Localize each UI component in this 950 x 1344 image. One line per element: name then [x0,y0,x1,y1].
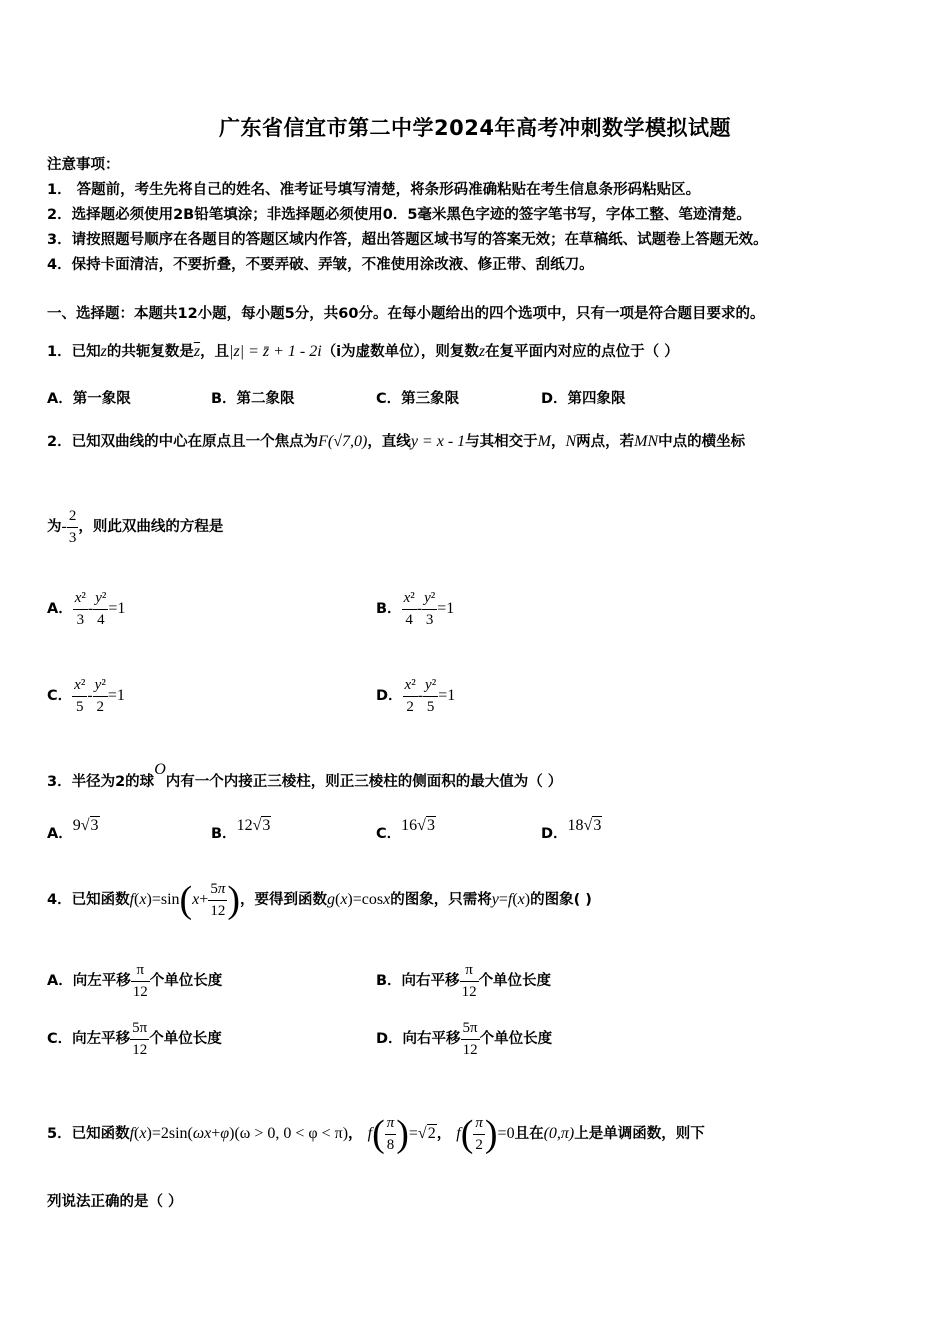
notice-item: 2．选择题必须使用2B铅笔填涂；非选择题必须使用0．5毫米黑色字迹的签字笔书写，字体工整、笔迹清楚。 [47,207,751,223]
notice-heading: 注意事项： [47,157,120,173]
page-title: 广东省信宜市第二中学2024年高考冲刺数学模拟试题 [219,116,731,140]
section-heading: 一、选择题：本题共12小题，每小题5分，共60分。在每小题给出的四个选项中，只有一项是符合题目要求的。 [47,306,765,322]
notice-item: 3．请按照题号顺序在各题目的答题区域内作答，超出答题区域书写的答案无效；在草稿纸、试题卷上答题无效。 [47,232,768,248]
notice-item: 1． 答题前，考生先将自己的姓名、准考证号填写清楚，将条形码准确粘贴在考生信息条形码粘贴区。 [47,182,701,198]
question-4: 4．已知函数f(x)=sin(x+ $\frac{5\pi}{12}$ )，要得到函数g(x)=cosx的图象，只需将y=f(x)的图象( ) [47,879,592,921]
option-b: B．第二象限 [211,391,295,407]
option-c: C．向左平移 $\frac{5\pi}{12}$ 个单位长度 [47,1020,222,1058]
option-d: D．第四象限 [541,391,626,407]
notice-item: 4．保持卡面清洁，不要折叠，不要弄破、弄皱，不准使用涂改液、修正带、刮纸刀。 [47,257,594,273]
option-d: D． $\frac{\text{x²}}{2}$ - $\frac{\text{y²}}{5}$ =1 [376,677,456,715]
option-b: B．向右平移 $\frac{\pi}{12}$ 个单位长度 [376,962,552,1000]
option-c: C．第三象限 [376,391,460,407]
option-c: C．16√3 [376,817,435,842]
question-3: 3．半径为2的球O内有一个内接正三棱柱，则正三棱柱的侧面积的最大值为（ ） [47,761,563,790]
option-a: A．第一象限 [47,391,131,407]
option-b: B． $\frac{\text{x²}}{4}$ - $\frac{\text{y²}}{3}$ =1 [376,590,455,628]
option-a: A．9√3 [47,817,99,842]
question-2: 2．已知双曲线的中心在原点且一个焦点为F(√7,0)，直线y = x - 1与其相交于M，N两点，若MN中点的横坐标 [47,433,746,450]
option-c: C． $\frac{\text{x²}}{5}$ - $\frac{\text{y²}}{2}$ =1 [47,677,125,715]
question-5: 5．已知函数f(x)=2sin(ωx+φ)(ω > 0, 0 < φ < π)， f( $\frac{\pi}{8}$ )=√2， f( $\frac{\pi}{2}$ )=0且在(0,π)上是单调函数，则下 [47,1113,705,1155]
question-2-cont: 为- $\frac{2}{3}$ ，则此双曲线的方程是 [47,508,224,546]
q1-equation: |z| = z̄ + 1 - 2i [229,343,322,360]
option-a: A． $\frac{\text{x²}}{3}$ - $\frac{\text{y²}}{4}$ =1 [47,590,126,628]
option-a: A．向左平移 $\frac{\pi}{12}$ 个单位长度 [47,962,223,1000]
option-d: D．向右平移 $\frac{5\pi}{12}$ 个单位长度 [376,1020,553,1058]
question-5-cont: 列说法正确的是（ ） [47,1194,183,1210]
option-b: B．12√3 [211,817,271,842]
question-1: 1．已知z的共轭复数是$\overline{z}$，且|z| = z̄ + 1 - 2i（i为虚数单位），则复数z在复平面内对应的点位于（ ） [47,343,679,360]
conjugate-z: $\overline{z}$ [193,343,201,360]
option-d: D．18√3 [541,817,602,842]
